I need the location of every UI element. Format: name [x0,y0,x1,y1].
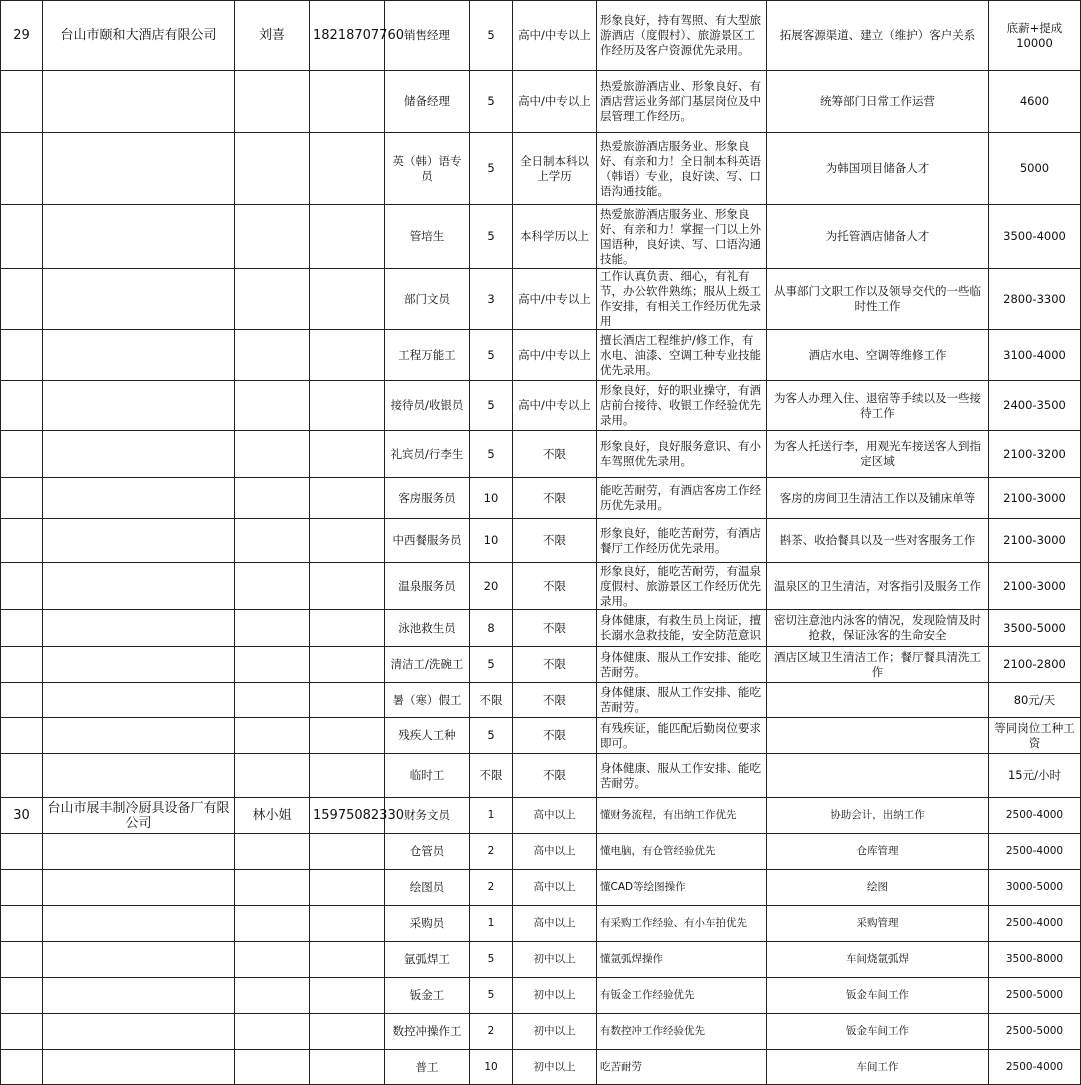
position-cell: 管培生 [385,205,470,269]
headcount-cell: 5 [470,330,513,381]
company-name-cell [43,834,235,870]
table-row [1,798,1081,834]
education-cell: 不限 [513,478,597,519]
position-cell: 工程万能工 [385,330,470,381]
phone-number-cell [310,610,385,647]
duties-cell: 钣金车间工作 [767,978,989,1014]
position-cell: 英（韩）语专员 [385,133,470,205]
company-name-cell [43,133,235,205]
phone-number-cell [310,834,385,870]
education-cell: 高中以上 [513,798,597,834]
position-cell: 残疾人工种 [385,718,470,754]
headcount-cell: 3 [470,269,513,330]
salary-cell: 3500-5000 [989,610,1081,647]
phone-number-cell [310,330,385,381]
headcount-cell: 20 [470,563,513,610]
contact-person-cell [235,478,310,519]
headcount-cell: 5 [470,718,513,754]
table-row [1,1,1081,71]
education-cell: 不限 [513,610,597,647]
table-body [1,1,1081,1085]
company-name-cell [43,870,235,906]
duties-cell: 车间烧氩弧焊 [767,942,989,978]
position-cell: 中西餐服务员 [385,519,470,563]
headcount-cell: 5 [470,1,513,71]
position-cell: 储备经理 [385,71,470,133]
duties-cell [767,718,989,754]
company-name-cell [43,1014,235,1050]
salary-cell: 4600 [989,71,1081,133]
company-name-cell [43,381,235,431]
duties-cell: 统筹部门日常工作运营 [767,71,989,133]
salary-cell: 2500-4000 [989,1050,1081,1085]
contact-person-cell [235,718,310,754]
phone-number-cell [310,205,385,269]
phone-number-cell: 15975082330 [310,798,385,834]
duties-cell: 为韩国项目储备人才 [767,133,989,205]
company-name-cell [43,563,235,610]
company-name-cell [43,330,235,381]
company-number-cell [1,1050,43,1085]
table-row [1,683,1081,718]
position-cell: 绘图员 [385,870,470,906]
table-row [1,563,1081,610]
company-number-cell [1,431,43,478]
contact-person-cell [235,1014,310,1050]
position-cell: 销售经理 [385,1,470,71]
requirements-cell: 热爱旅游酒店服务业、形象良好、有亲和力！全日制本科英语（韩语）专业，良好读、写、口语沟通技能。 [597,133,767,205]
requirements-cell: 工作认真负责、细心，有礼有节，办公软件熟练；服从上级工作安排，有相关工作经历优先录用 [597,269,767,330]
headcount-cell: 1 [470,798,513,834]
education-cell: 不限 [513,563,597,610]
company-name-cell [43,718,235,754]
contact-person-cell [235,563,310,610]
requirements-cell: 形象良好，能吃苦耐劳，有温泉度假村、旅游景区工作经历优先录用。 [597,563,767,610]
company-number-cell [1,330,43,381]
company-name-cell [43,978,235,1014]
education-cell: 高中/中专以上 [513,269,597,330]
education-cell: 高中/中专以上 [513,1,597,71]
company-number-cell [1,71,43,133]
headcount-cell: 2 [470,870,513,906]
phone-number-cell [310,683,385,718]
phone-number-cell [310,942,385,978]
contact-person-cell [235,431,310,478]
salary-cell: 3000-5000 [989,870,1081,906]
duties-cell: 客房的房间卫生清洁工作以及铺床单等 [767,478,989,519]
requirements-cell: 有残疾证，能匹配后勤岗位要求即可。 [597,718,767,754]
contact-person-cell [235,381,310,431]
company-number-cell [1,683,43,718]
duties-cell: 温泉区的卫生清洁，对客指引及服务工作 [767,563,989,610]
duties-cell: 仓库管理 [767,834,989,870]
position-cell: 礼宾员/行李生 [385,431,470,478]
salary-cell: 2500-5000 [989,978,1081,1014]
contact-person-cell [235,834,310,870]
table-row [1,610,1081,647]
salary-cell: 2500-4000 [989,906,1081,942]
phone-number-cell [310,381,385,431]
salary-cell: 2100-3000 [989,563,1081,610]
position-cell: 钣金工 [385,978,470,1014]
requirements-cell: 身体健康、服从工作安排、能吃苦耐劳。 [597,647,767,683]
requirements-cell: 热爱旅游酒店服务业、形象良好、有亲和力！掌握一门以上外国语种，良好读、写、口语沟通技能。 [597,205,767,269]
position-cell: 部门文员 [385,269,470,330]
headcount-cell: 5 [470,978,513,1014]
company-number-cell [1,610,43,647]
company-name-cell [43,205,235,269]
duties-cell: 为托管酒店储备人才 [767,205,989,269]
table-row [1,647,1081,683]
phone-number-cell [310,1014,385,1050]
requirements-cell: 有数控冲工作经验优先 [597,1014,767,1050]
position-cell: 氩弧焊工 [385,942,470,978]
company-number-cell [1,1014,43,1050]
contact-person-cell [235,942,310,978]
requirements-cell: 吃苦耐劳 [597,1050,767,1085]
education-cell: 初中以上 [513,1014,597,1050]
phone-number-cell [310,754,385,798]
contact-person-cell [235,978,310,1014]
headcount-cell: 5 [470,71,513,133]
headcount-cell: 5 [470,647,513,683]
requirements-cell: 身体健康，有救生员上岗证，擅长溺水急救技能，安全防范意识 [597,610,767,647]
phone-number-cell [310,563,385,610]
duties-cell: 钣金车间工作 [767,1014,989,1050]
phone-number-cell [310,519,385,563]
education-cell: 高中/中专以上 [513,71,597,133]
duties-cell [767,754,989,798]
table-row [1,71,1081,133]
company-name-cell [43,431,235,478]
company-name-cell [43,906,235,942]
duties-cell: 采购管理 [767,906,989,942]
salary-cell: 2100-2800 [989,647,1081,683]
duties-cell: 绘图 [767,870,989,906]
salary-cell: 2500-5000 [989,1014,1081,1050]
company-number-cell [1,942,43,978]
education-cell: 不限 [513,754,597,798]
table-row [1,269,1081,330]
phone-number-cell [310,269,385,330]
requirements-cell: 懂氩弧焊操作 [597,942,767,978]
table-row [1,978,1081,1014]
headcount-cell: 5 [470,205,513,269]
requirements-cell: 形象良好，持有驾照、有大型旅游酒店（度假村）、旅游景区工作经历及客户资源优先录用。 [597,1,767,71]
company-number-cell [1,870,43,906]
requirements-cell: 形象良好，好的职业操守，有酒店前台接待、收银工作经验优先录用。 [597,381,767,431]
education-cell: 初中以上 [513,978,597,1014]
duties-cell: 车间工作 [767,1050,989,1085]
phone-number-cell [310,1050,385,1085]
contact-person-cell [235,269,310,330]
salary-cell: 3100-4000 [989,330,1081,381]
salary-cell: 15元/小时 [989,754,1081,798]
table-row [1,754,1081,798]
duties-cell [767,683,989,718]
contact-person-cell [235,906,310,942]
contact-person-cell [235,870,310,906]
table-row [1,1014,1081,1050]
company-name-cell: 台山市颐和大酒店有限公司 [43,1,235,71]
phone-number-cell [310,133,385,205]
table-row [1,870,1081,906]
salary-cell: 等同岗位工种工资 [989,718,1081,754]
salary-cell: 2100-3200 [989,431,1081,478]
contact-person-cell [235,133,310,205]
salary-cell: 5000 [989,133,1081,205]
company-number-cell [1,978,43,1014]
headcount-cell: 5 [470,133,513,205]
phone-number-cell [310,978,385,1014]
contact-person-cell: 林小姐 [235,798,310,834]
education-cell: 初中以上 [513,1050,597,1085]
duties-cell: 密切注意池内泳客的情况，发现险情及时抢救，保证泳客的生命安全 [767,610,989,647]
duties-cell: 为客人办理入住、退宿等手续以及一些接待工作 [767,381,989,431]
requirements-cell: 有钣金工作经验优先 [597,978,767,1014]
requirements-cell: 形象良好，良好服务意识、有小车驾照优先录用。 [597,431,767,478]
headcount-cell: 5 [470,942,513,978]
position-cell: 清洁工/洗碗工 [385,647,470,683]
education-cell: 不限 [513,431,597,478]
education-cell: 不限 [513,683,597,718]
table-row [1,519,1081,563]
duties-cell: 斟茶、收拾餐具以及一些对客服务工作 [767,519,989,563]
contact-person-cell [235,71,310,133]
headcount-cell: 不限 [470,754,513,798]
company-number-cell [1,205,43,269]
salary-cell: 2500-4000 [989,798,1081,834]
salary-cell: 3500-4000 [989,205,1081,269]
company-number-cell [1,718,43,754]
position-cell: 泳池救生员 [385,610,470,647]
education-cell: 初中以上 [513,942,597,978]
duties-cell: 从事部门文职工作以及领导交代的一些临时性工作 [767,269,989,330]
company-name-cell [43,71,235,133]
phone-number-cell [310,906,385,942]
company-number-cell [1,754,43,798]
headcount-cell: 2 [470,834,513,870]
salary-cell: 2800-3300 [989,269,1081,330]
table-row [1,381,1081,431]
education-cell: 不限 [513,718,597,754]
company-number-cell [1,906,43,942]
duties-cell: 拓展客源渠道、建立（维护）客户关系 [767,1,989,71]
education-cell: 不限 [513,647,597,683]
education-cell: 高中以上 [513,906,597,942]
phone-number-cell [310,870,385,906]
company-name-cell: 台山市展丰制冷厨具设备厂有限公司 [43,798,235,834]
requirements-cell: 懂财务流程，有出纳工作优先 [597,798,767,834]
contact-person-cell [235,205,310,269]
company-number-cell: 29 [1,1,43,71]
company-name-cell [43,647,235,683]
requirements-cell: 能吃苦耐劳，有酒店客房工作经历优先录用。 [597,478,767,519]
requirements-cell: 身体健康、服从工作安排、能吃苦耐劳。 [597,683,767,718]
contact-person-cell [235,683,310,718]
company-number-cell [1,647,43,683]
phone-number-cell: 18218707760 [310,1,385,71]
company-name-cell [43,610,235,647]
requirements-cell: 懂CAD等绘图操作 [597,870,767,906]
phone-number-cell [310,431,385,478]
headcount-cell: 5 [470,381,513,431]
contact-person-cell [235,610,310,647]
headcount-cell: 2 [470,1014,513,1050]
requirements-cell: 热爱旅游酒店业、形象良好、有酒店营运业务部门基层岗位及中层管理工作经历。 [597,71,767,133]
company-name-cell [43,519,235,563]
company-number-cell [1,563,43,610]
company-number-cell [1,834,43,870]
company-number-cell [1,133,43,205]
phone-number-cell [310,478,385,519]
headcount-cell: 8 [470,610,513,647]
table-row [1,942,1081,978]
duties-cell: 为客人托送行李，用观光车接送客人到指定区域 [767,431,989,478]
education-cell: 高中以上 [513,870,597,906]
company-name-cell [43,754,235,798]
phone-number-cell [310,71,385,133]
education-cell: 全日制本科以上学历 [513,133,597,205]
position-cell: 暑（寒）假工 [385,683,470,718]
duties-cell: 协助会计，出纳工作 [767,798,989,834]
table-row [1,1050,1081,1085]
salary-cell: 2400-3500 [989,381,1081,431]
table-row [1,718,1081,754]
company-number-cell [1,519,43,563]
salary-cell: 80元/天 [989,683,1081,718]
company-name-cell [43,942,235,978]
position-cell: 客房服务员 [385,478,470,519]
company-name-cell [43,478,235,519]
duties-cell: 酒店水电、空调等维修工作 [767,330,989,381]
table-row [1,205,1081,269]
phone-number-cell [310,647,385,683]
requirements-cell: 有采购工作经验、有小车拍优先 [597,906,767,942]
position-cell: 采购员 [385,906,470,942]
salary-cell: 底薪+提成10000 [989,1,1081,71]
education-cell: 高中/中专以上 [513,330,597,381]
table-row [1,330,1081,381]
education-cell: 本科学历以上 [513,205,597,269]
duties-cell: 酒店区域卫生清洁工作；餐厅餐具清洗工作 [767,647,989,683]
education-cell: 不限 [513,519,597,563]
table-row [1,478,1081,519]
company-name-cell [43,269,235,330]
company-number-cell [1,269,43,330]
contact-person-cell: 刘喜 [235,1,310,71]
headcount-cell: 10 [470,519,513,563]
education-cell: 高中以上 [513,834,597,870]
table-row [1,834,1081,870]
table-row [1,133,1081,205]
requirements-cell: 形象良好，能吃苦耐劳，有酒店餐厅工作经历优先录用。 [597,519,767,563]
salary-cell: 2100-3000 [989,478,1081,519]
company-name-cell [43,683,235,718]
headcount-cell: 10 [470,478,513,519]
position-cell: 普工 [385,1050,470,1085]
position-cell: 临时工 [385,754,470,798]
headcount-cell: 1 [470,906,513,942]
position-cell: 数控冲操作工 [385,1014,470,1050]
education-cell: 高中/中专以上 [513,381,597,431]
company-number-cell [1,478,43,519]
requirements-cell: 懂电脑，有仓管经验优先 [597,834,767,870]
phone-number-cell [310,718,385,754]
position-cell: 接待员/收银员 [385,381,470,431]
contact-person-cell [235,330,310,381]
table-row [1,906,1081,942]
headcount-cell: 不限 [470,683,513,718]
company-number-cell [1,381,43,431]
position-cell: 仓管员 [385,834,470,870]
company-name-cell [43,1050,235,1085]
headcount-cell: 5 [470,431,513,478]
requirements-cell: 身体健康、服从工作安排、能吃苦耐劳。 [597,754,767,798]
table-row [1,431,1081,478]
position-cell: 财务文员 [385,798,470,834]
contact-person-cell [235,1050,310,1085]
contact-person-cell [235,519,310,563]
salary-cell: 2100-3000 [989,519,1081,563]
headcount-cell: 10 [470,1050,513,1085]
salary-cell: 3500-8000 [989,942,1081,978]
contact-person-cell [235,754,310,798]
requirements-cell: 擅长酒店工程维护/修工作，有水电、油漆、空调工种专业技能优先录用。 [597,330,767,381]
position-cell: 温泉服务员 [385,563,470,610]
company-number-cell: 30 [1,798,43,834]
contact-person-cell [235,647,310,683]
salary-cell: 2500-4000 [989,834,1081,870]
